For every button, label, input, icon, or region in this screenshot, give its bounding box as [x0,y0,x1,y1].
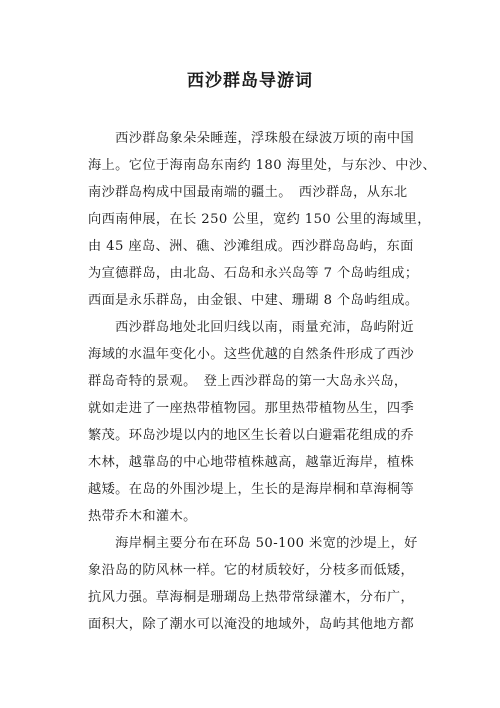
text-line: 象沿岛的防风林一样。它的材质较好，分枝多而低矮， [88,563,415,578]
text-line: 向西南伸展，在长 250 公里，宽约 150 公里的海域里， [88,212,431,227]
text-line: 海岸桐主要分布在环岛 50-100 米宽的沙堤上，好 [88,536,418,551]
text-line: 为宣德群岛，由北岛、石岛和永兴岛等 7 个岛屿组成； [88,266,419,281]
text-line: 就如走进了一座热带植物园。那里热带植物丛生，四季 [88,401,415,416]
text-line: 由 45 座岛、洲、礁、沙滩组成。西沙群岛岛屿，东面 [88,239,414,254]
text-line: 南沙群岛构成中国最南端的疆土。 西沙群岛，从东北 [88,185,408,200]
text-line: 西沙群岛象朵朵睡莲，浮珠般在绿波万顷的南中国 [88,131,415,146]
text-line: 越矮。在岛的外围沙堤上，生长的是海岸桐和草海桐等 [88,482,415,497]
text-line: 木林，越靠岛的中心地带植株越高，越靠近海岸，植株 [88,455,415,470]
text-line: 海上。它位于海南岛东南约 180 海里处，与东沙、中沙、 [88,158,437,173]
text-line: 海域的水温年变化小。这些优越的自然条件形成了西沙 [88,347,415,362]
text-line: 热带乔木和灌木。 [88,509,197,524]
text-line: 抗风力强。草海桐是珊瑚岛上热带常绿灌木，分布广， [88,590,415,605]
text-line: 群岛奇特的景观。 登上西沙群岛的第一大岛永兴岛， [88,374,408,389]
text-line: 西面是永乐群岛，由金银、中建、珊瑚 8 个岛屿组成。 [88,293,419,308]
text-line: 繁茂。环岛沙堤以内的地区生长着以白避霜花组成的乔 [88,428,415,443]
text-line: 面积大，除了潮水可以淹没的地域外，岛屿其他地方都 [88,617,415,632]
text-line: 西沙群岛地处北回归线以南，雨量充沛，岛屿附近 [88,320,415,335]
document-title: 西沙群岛导游词 [187,71,313,91]
